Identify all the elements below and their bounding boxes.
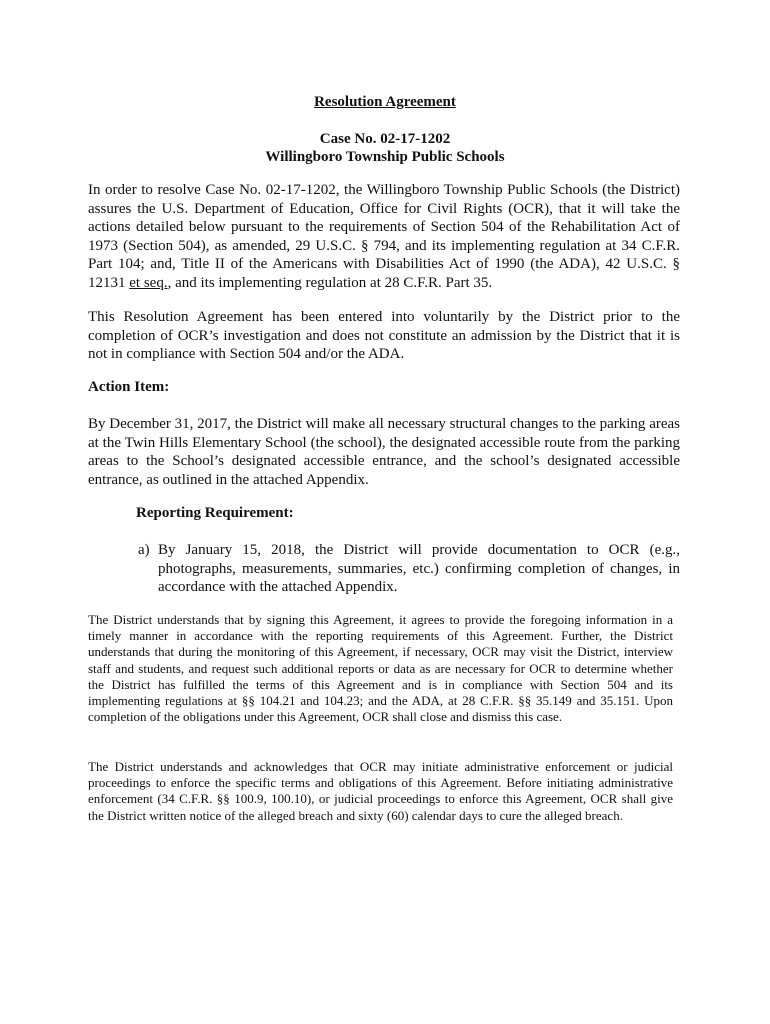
voluntary-paragraph: This Resolution Agreement has been entered into voluntarily by the District prior to the completion of OCR’s investigation and does not constitute an admission by the District that it is not in compliance with Section 504 and/or the ADA.: [88, 309, 680, 362]
case-header: [0, 130, 770, 166]
reporting-item: [138, 541, 680, 597]
district-name: Willingboro Township Public Schools: [265, 149, 505, 165]
intro-text-part1: In order to resolve Case No. 02-17-1202, the Willingboro Township Public Schools (the District) assures the U.S. Department of Education, Office for Civil Rights (OCR), that it will take the actions detailed below pursuant to the requirements of Section 504 of the Rehabilitation Act of 1973 (Section 504), as amended, 29 U.S.C. § 794, and its implementing regulation at 34 C.F.R. Part 104; and, Title II of the Americans with Disabilities Act of 1990 (the ADA), 42 U.S.C. § 12131: [88, 182, 680, 291]
action-item-heading: Action Item:: [88, 379, 170, 395]
document-title: Resolution Agreement: [314, 94, 456, 110]
enforcement-paragraph: The District understands and acknowledges that OCR may initiate administrative enforcement or judicial proceedings to enforce the specific terms and obligations of this Agreement. Before initiating administrative enforcement (34 C.F.R. §§ 100.9, 100.10), or judicial proceedings to enforce this Agreement, OCR shall give the District written notice of the alleged breach and sixty (60) calendar days to cure the alleged breach.: [88, 759, 673, 823]
reporting-heading: Reporting Requirement:: [136, 505, 294, 521]
intro-text-part2: , and its implementing regulation at 28 C.F.R. Part 35.: [167, 274, 493, 291]
action-item-paragraph: By December 31, 2017, the District will make all necessary structural changes to the parking areas at the Twin Hills Elementary School (the school), the designated accessible route from the parking areas to the School’s designated accessible entrance, and the school’s designated accessible entrance, as outlined in the attached Appendix.: [88, 416, 680, 488]
case-number: Case No. 02-17-1202: [319, 131, 451, 147]
et-seq: et seq.: [129, 274, 168, 291]
understanding-paragraph: The District understands that by signing this Agreement, it agrees to provide the foregoing information in a timely manner in accordance with the reporting requirements of this Agreement. Further, the District understands that during the monitoring of this Agreement, if necessary, OCR may visit the District, interview staff and students, and request such additional reports or data as are necessary for OCR to determine whether the District has fulfilled the terms of this Agreement and is in compliance with Section 504 and its implementing regulations at §§ 104.21 and 104.23; and the ADA, at 28 C.F.R. §§ 35.149 and 35.151. Upon completion of the obligations under this Agreement, OCR shall close and dismiss this case.: [88, 612, 673, 725]
intro-paragraph: [88, 181, 680, 292]
reporting-item-label: a): [138, 542, 150, 558]
reporting-item-text: By January 15, 2018, the District will provide documentation to OCR (e.g., photographs, measurements, summaries, etc.) confirming completion of changes, in accordance with the attached Appendix.: [158, 542, 680, 595]
